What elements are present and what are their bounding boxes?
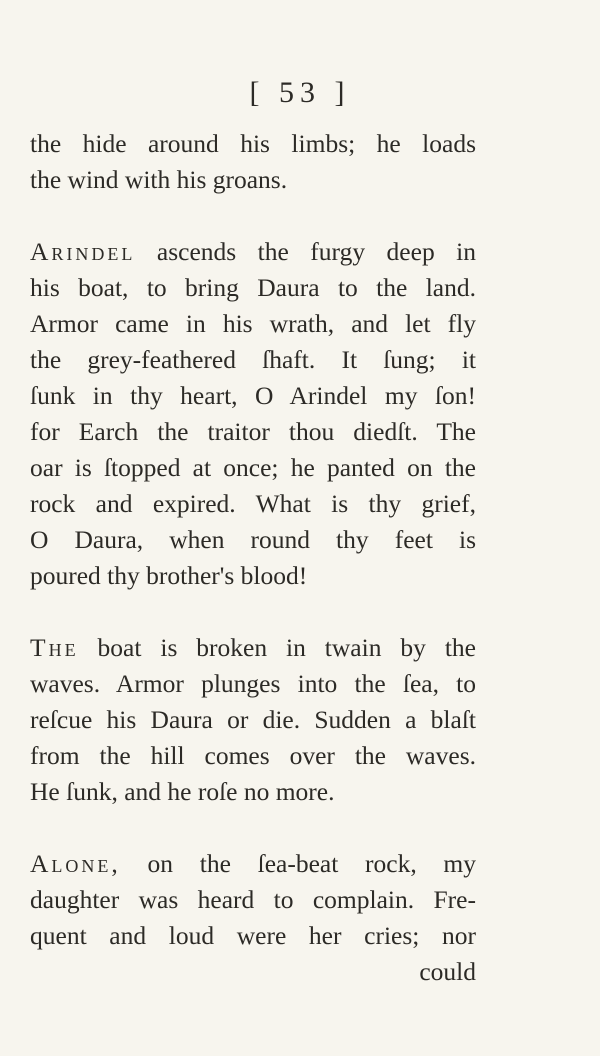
line-rest: on the ſea-beat rock, my [147,849,477,878]
text-line: Armor came in his wrath, and let fly [30,309,476,338]
first-word: Alone, [30,849,121,878]
text-line: waves. Armor plunges into the ſea, to [30,669,476,698]
text-line: O Daura, when round thy feet is [30,525,476,554]
text-line: the hide around his limbs; he loads [30,129,476,158]
text-line: reſcue his Daura or die. Sudden a blaſt [30,705,476,734]
text-line: the wind with his groans. [30,165,288,194]
text-line: for Earch the traitor thou diedſt. The [30,417,476,446]
catchword: could [419,957,476,986]
text-line: his boat, to bring Daura to the land. [30,273,476,302]
text-line: poured thy brother's blood! [30,561,308,590]
line-rest: ascends the furgy deep in [156,237,477,266]
page-number: [ 53 ] [249,76,351,109]
text-line: He ſunk, and he roſe no more. [30,777,335,806]
paragraph-3 [30,630,476,810]
text-line: ſunk in thy heart, O Arindel my ſon! [30,381,476,410]
body-text [30,126,476,990]
text-line [30,234,476,270]
line-rest: boat is broken in twain by the [97,633,476,662]
text-line [30,846,476,882]
text-line: the grey-feathered ſhaft. It ſung; it [30,345,476,374]
paragraph-2 [30,234,476,594]
first-word: Arindel [30,237,136,266]
first-word: The [30,633,79,662]
text-line: oar is ſtopped at once; he panted on the [30,453,476,482]
paragraph-4 [30,846,476,990]
text-line: daughter was heard to complain. Fre- [30,885,476,914]
text-line: from the hill comes over the waves. [30,741,476,770]
paragraph-1 [30,126,476,198]
text-line [30,630,476,666]
text-line: rock and expired. What is thy grief, [30,489,476,518]
text-line: quent and loud were her cries; nor [30,921,476,950]
